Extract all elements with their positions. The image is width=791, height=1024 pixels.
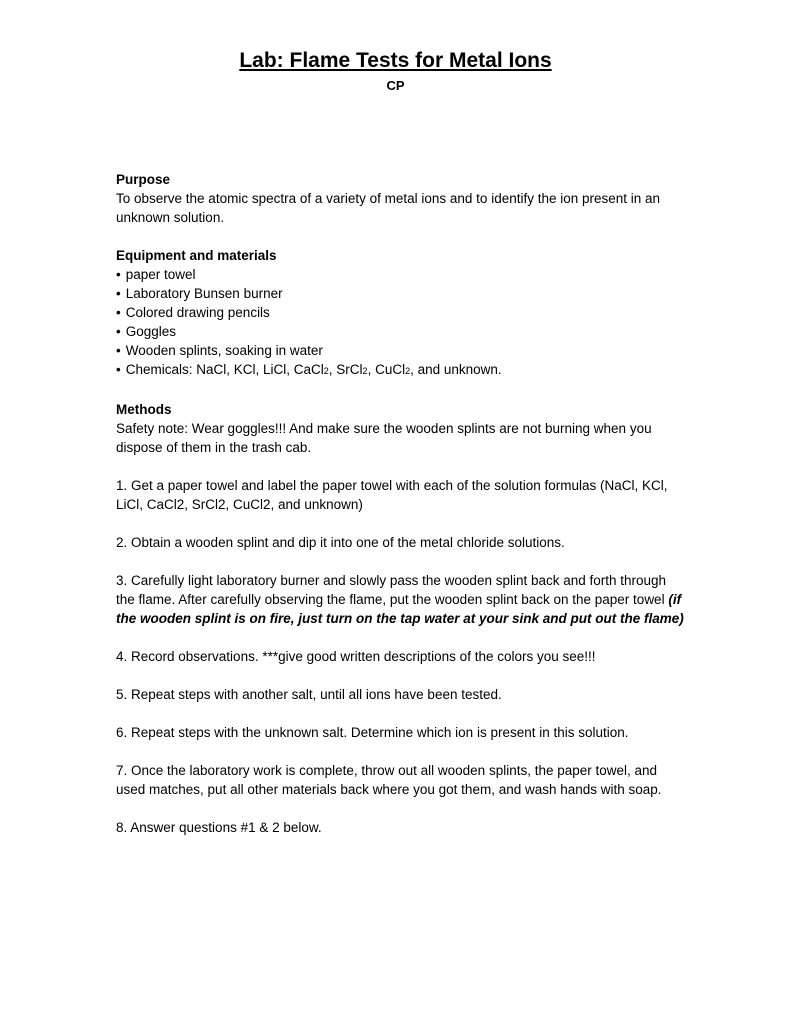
method-step-7: 7. Once the laboratory work is complete, throw out all wooden splints, the paper towel, and used matches, put all other materials back where you got them, and wash hands with soap. [116, 763, 662, 797]
list-item-chemicals [116, 360, 686, 381]
method-step-1: 1. Get a paper towel and label the paper towel with each of the solution formulas (NaCl, KCl, LiCl, CaCl2, SrCl2, CuCl2, and unknown) [116, 478, 668, 512]
chemicals-prefix: Chemicals: NaCl, KCl, LiCl, CaCl [125, 362, 324, 377]
method-step-4: 4. Record observations. ***give good written descriptions of the colors you see!!! [116, 649, 596, 664]
chemicals-mid: , CuCl [367, 362, 406, 377]
list-item [116, 284, 686, 303]
bullet-icon: • [116, 362, 121, 377]
list-item-label: Colored drawing pencils [125, 305, 270, 320]
bullet-icon: • [116, 267, 121, 282]
list-item [116, 322, 686, 341]
list-item [116, 265, 686, 284]
subscript: 2 [323, 366, 329, 376]
method-step-8: 8. Answer questions #1 & 2 below. [116, 820, 322, 835]
subscript: 2 [362, 366, 368, 376]
equipment-heading: Equipment and materials [116, 248, 277, 263]
methods-heading: Methods [116, 402, 172, 417]
method-step-6: 6. Repeat steps with the unknown salt. Determine which ion is present in this solution. [116, 725, 629, 740]
method-step-5: 5. Repeat steps with another salt, until all ions have been tested. [116, 687, 502, 702]
list-item-label: Wooden splints, soaking in water [125, 343, 323, 358]
method-step-2: 2. Obtain a wooden splint and dip it into one of the metal chloride solutions. [116, 535, 565, 550]
page-title: Lab: Flame Tests for Metal Ions [239, 49, 552, 72]
list-item-label: Laboratory Bunsen burner [125, 286, 283, 301]
list-item [116, 341, 686, 360]
method-step-3-text: 3. Carefully light laboratory burner and slowly pass the wooden splint back and forth through the flame. After carefully observing the flame, put the wooden splint back on the paper towel [116, 573, 669, 607]
bullet-icon: • [116, 305, 121, 320]
subscript: 2 [405, 366, 411, 376]
bullet-icon: • [116, 324, 121, 339]
safety-note: Safety note: Wear goggles!!! And make sure the wooden splints are not burning when you dispose of them in the trash cab. [116, 421, 652, 455]
chemicals-mid: , SrCl [328, 362, 363, 377]
chemicals-suffix: , and unknown. [410, 362, 502, 377]
method-step-3-emphasis: (if the wooden splint is on fire, just turn on the tap water at your sink and put out the flame) [116, 592, 684, 626]
purpose-text: To observe the atomic spectra of a variety of metal ions and to identify the ion present in an unknown solution. [116, 191, 661, 225]
list-item [116, 303, 686, 322]
equipment-list [116, 265, 686, 381]
bullet-icon: • [116, 343, 121, 358]
bullet-icon: • [116, 286, 121, 301]
purpose-heading: Purpose [116, 172, 171, 187]
document-body [116, 170, 686, 837]
list-item-label: paper towel [125, 267, 196, 282]
list-item-label: Goggles [125, 324, 177, 339]
method-step-3 [116, 571, 686, 628]
page-subtitle: CP [386, 78, 405, 93]
